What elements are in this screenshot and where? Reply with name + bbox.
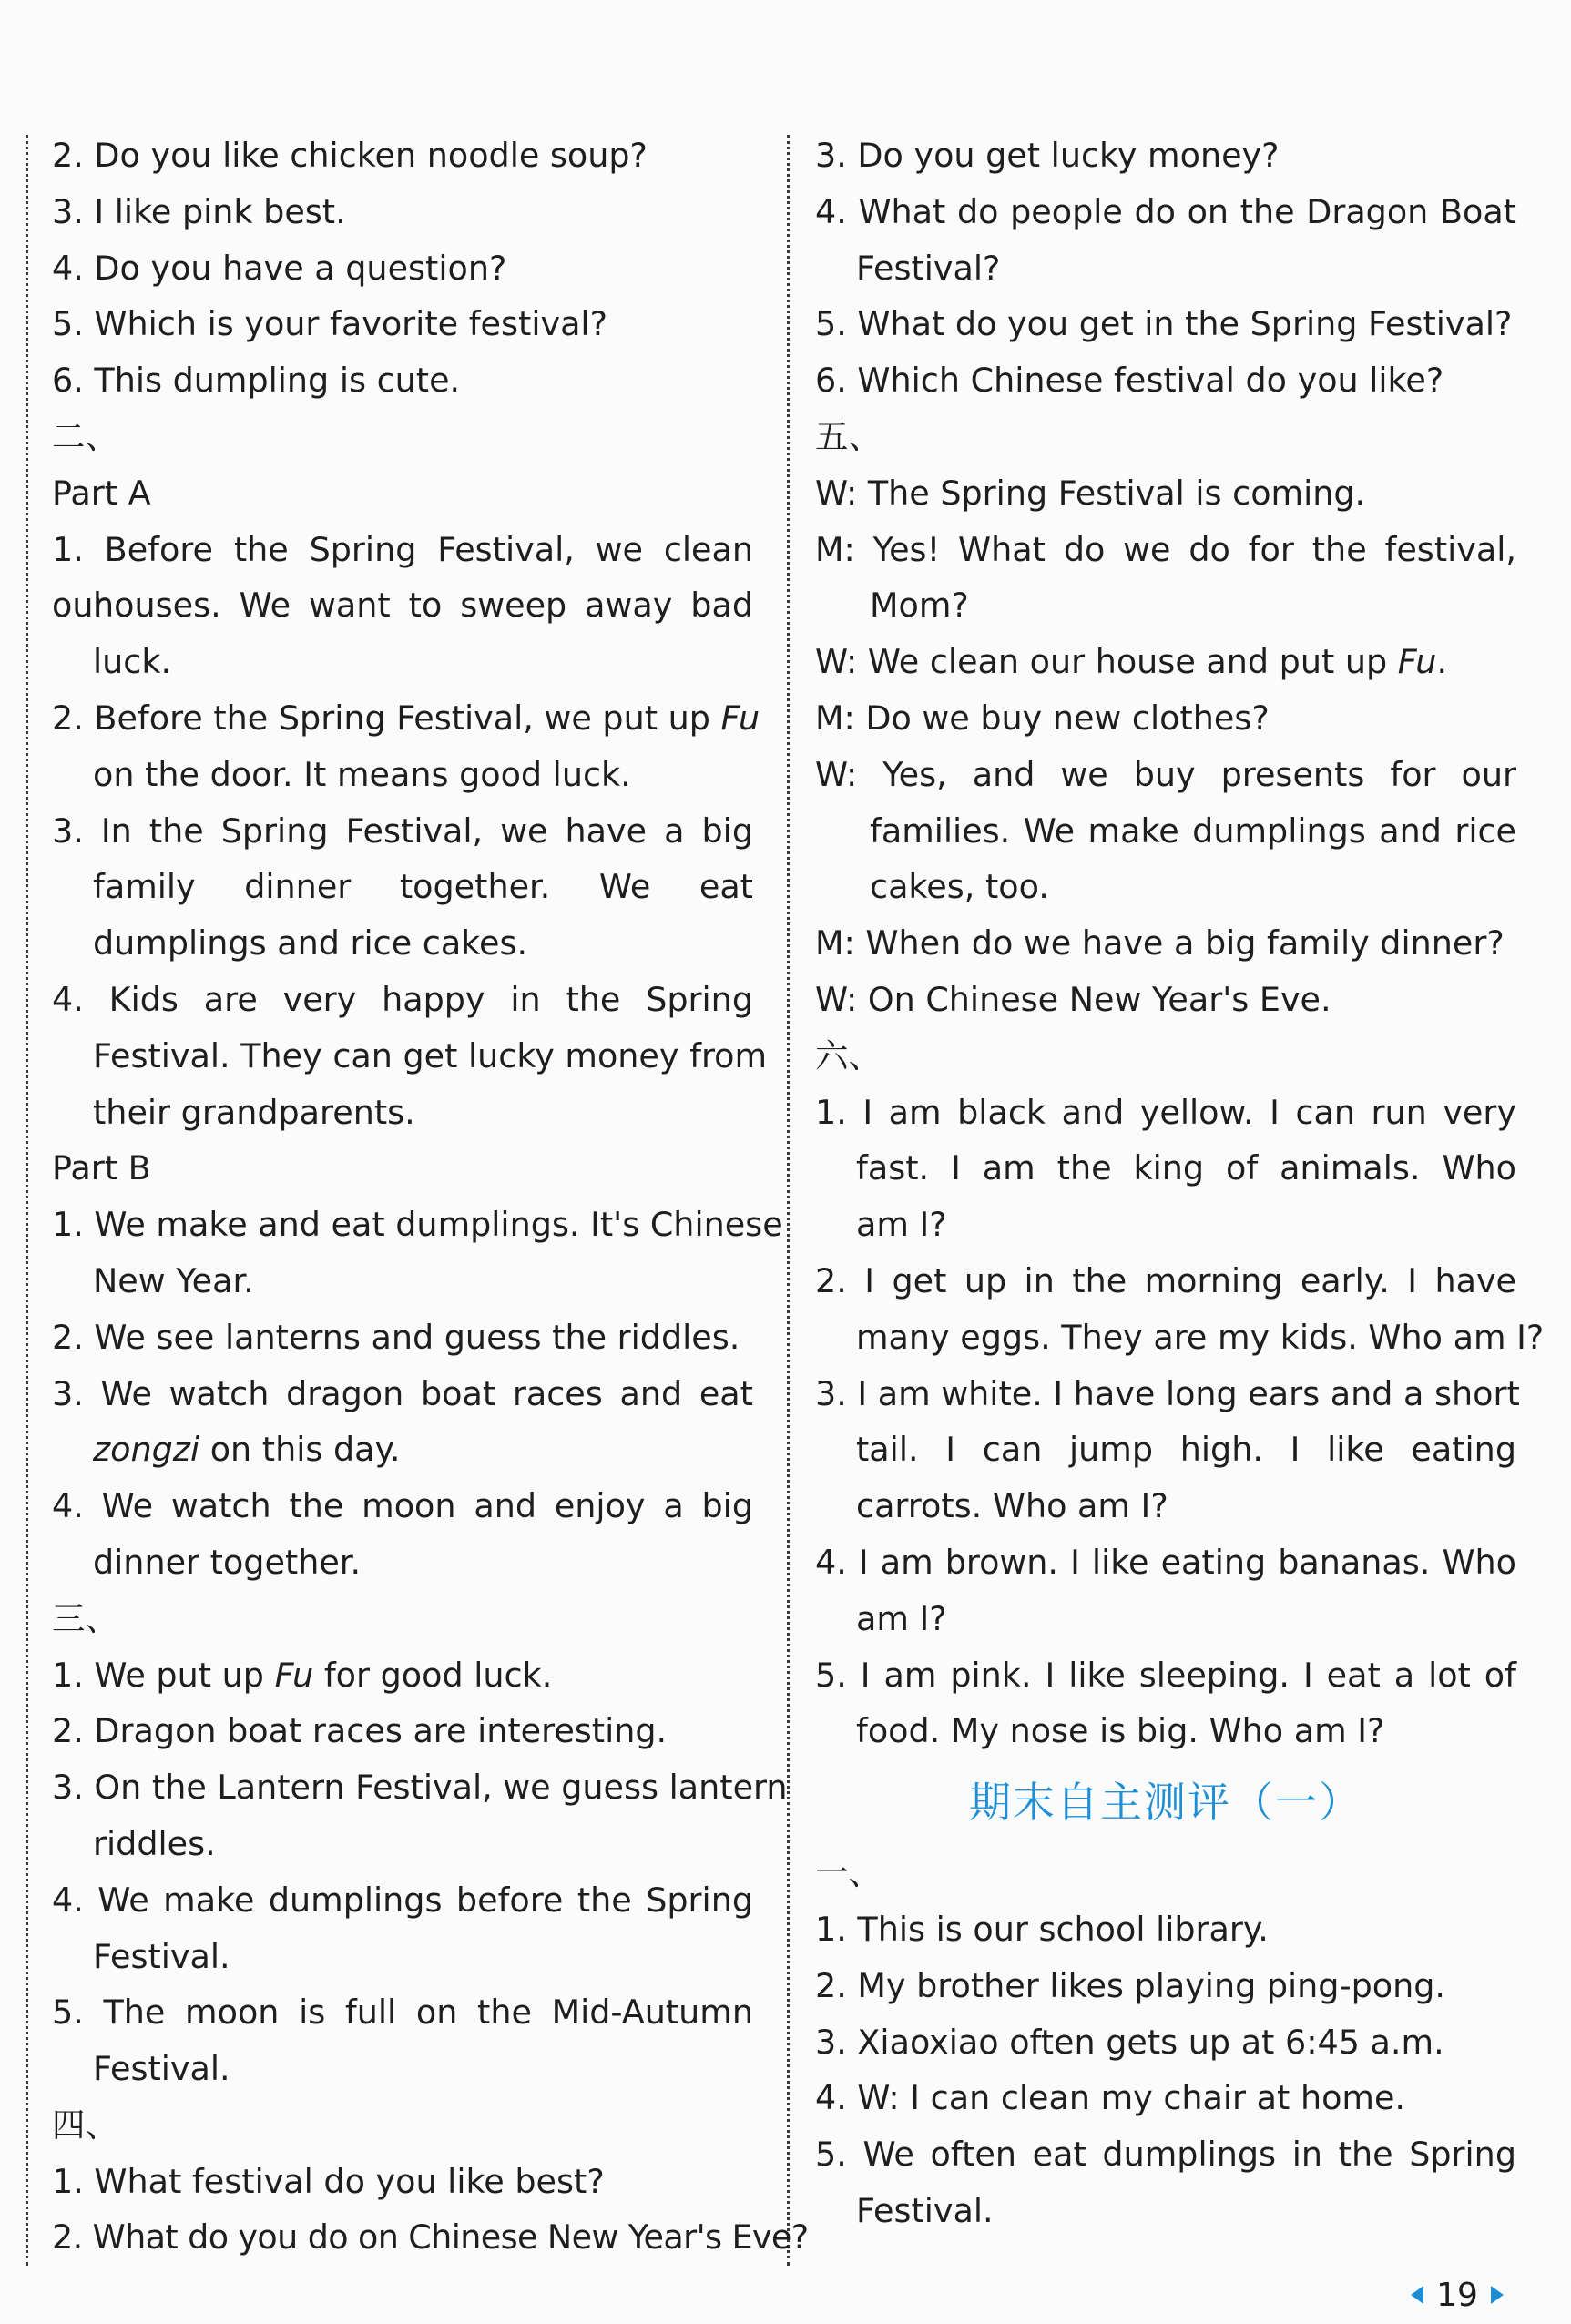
answer-line: 2. We see lanterns and guess the riddles. [52,1317,740,1357]
answer-line: 5. The moon is full on the Mid-Autumn [52,1993,753,2033]
part-label: Part B [52,1148,151,1188]
answer-line-cont: on the door. It means good luck. [93,754,631,794]
answer-line-cont: fast. I am the king of animals. Who [856,1148,1516,1188]
part-label: Part A [52,473,151,513]
answer-line: 4. We watch the moon and enjoy a big [52,1486,753,1526]
page-number-area [1398,2272,1516,2318]
answer-line: 1. This is our school library. [815,1909,1269,1949]
answer-line: 2. Before the Spring Festival, we put up Fu [52,698,760,738]
section-label: 二、 [52,416,118,456]
answer-line-cont: many eggs. They are my kids. Who am I? [856,1317,1545,1357]
dialogue-line-cont: Mom? [870,586,969,626]
answer-line-cont: family dinner together. We eat [93,867,753,907]
answer-line: 2. I get up in the morning early. I have [815,1260,1516,1300]
answer-line-cont: Festival. [93,2049,230,2089]
answer-line-cont: riddles. [93,1823,216,1863]
left-column [52,127,809,2266]
answer-line-cont: Festival? [856,248,1001,288]
answer-line-cont: Festival. [856,2190,994,2230]
answer-line: 1. We make and eat dumplings. It's Chinese [52,1205,783,1245]
answer-line: 1. Before the Spring Festival, we clean our [52,529,753,626]
answer-line: 3. Xiaoxiao often gets up at 6:45 a.m. [815,2022,1444,2062]
answer-line: 3. We watch dragon boat races and eat [52,1373,753,1413]
answer-line-cont: Festival. [93,1936,230,1976]
answer-line: 5. I am pink. I like sleeping. I eat a lot of [815,1655,1516,1695]
dialogue-line: W: On Chinese New Year's Eve. [815,979,1331,1019]
answer-line: 4. W: I can clean my chair at home. [815,2078,1406,2118]
answer-line: 1. We put up Fu for good luck. [52,1655,553,1695]
answer-line: 1. I am black and yellow. I can run very [815,1092,1516,1132]
answer-line: 2. Do you like chicken noodle soup? [52,136,648,175]
section-label: 五、 [815,416,882,456]
answer-line-cont: am I? [856,1598,947,1638]
section-label: 四、 [52,2105,118,2145]
answer-line-cont: tail. I can jump high. I like eating [856,1430,1516,1470]
answer-line: 5. What do you get in the Spring Festival? [815,304,1513,344]
answer-line-cont: food. My nose is big. Who am I? [856,1711,1385,1751]
answer-line-cont: carrots. Who am I? [856,1486,1168,1526]
section-label: 一、 [815,1853,882,1893]
dialogue-line: W: We clean our house and put up Fu. [815,642,1448,682]
dialogue-line: W: The Spring Festival is coming. [815,473,1366,513]
answer-line: 4. Do you have a question? [52,248,507,288]
column-divider-dotted-line [787,135,790,2266]
right-column [815,127,1545,2239]
answer-line: 3. I like pink best. [52,191,346,231]
section-label: 六、 [815,1035,882,1075]
answer-line: 2. What do you do on Chinese New Year's Eve? [52,2217,809,2258]
answer-line: 4. We make dumplings before the Spring [52,1880,753,1920]
answer-line: 3. Do you get lucky money? [815,136,1280,175]
answer-line: 6. Which Chinese festival do you like? [815,361,1444,401]
answer-line-cont: zongzi on this day. [93,1430,401,1470]
dialogue-line: M: Yes! What do we do for the festival, [815,529,1516,569]
answer-line: 4. Kids are very happy in the Spring [52,979,753,1019]
answer-line-cont: dinner together. [93,1542,362,1582]
dialogue-line: W: Yes, and we buy presents for our [815,754,1516,794]
answer-line: 4. What do people do on the Dragon Boat [815,191,1516,231]
answer-line-cont: Festival. They can get lucky money from [93,1035,768,1075]
answer-line: 1. What festival do you like best? [52,2161,605,2201]
answer-line-cont: dumplings and rice cakes. [93,923,528,963]
dialogue-line-cont: cakes, too. [870,867,1049,907]
answer-line: 2. Dragon boat races are interesting. [52,1711,668,1751]
answer-line: 3. In the Spring Festival, we have a big [52,810,753,851]
answer-line-cont: houses. We want to sweep away bad [93,586,753,626]
section-label: 三、 [52,1598,118,1638]
answer-line-cont: their grandparents. [93,1092,415,1132]
answer-line: 2. My brother likes playing ping-pong. [815,1965,1446,2005]
answer-line: 3. On the Lantern Festival, we guess lantern [52,1768,788,1808]
answer-line: 6. This dumpling is cute. [52,361,461,401]
left-margin-dotted-line [26,135,28,2266]
test-section-title: 期末自主测评（一） [969,1778,1362,1828]
answer-line: 5. We often eat dumplings in the Spring [815,2135,1516,2175]
dialogue-line-cont: families. We make dumplings and rice [870,810,1516,851]
answer-line: 4. I am brown. I like eating bananas. Who [815,1542,1516,1582]
next-page-triangle-icon [1491,2286,1504,2304]
dialogue-line: M: Do we buy new clothes? [815,698,1270,738]
answer-line-cont: New Year. [93,1260,254,1300]
prev-page-triangle-icon [1411,2286,1423,2304]
answer-line: 3. I am white. I have long ears and a short [815,1373,1520,1413]
answer-line-cont: luck. [93,642,172,682]
answer-line-cont: am I? [856,1205,947,1245]
answer-line: 5. Which is your favorite festival? [52,304,607,344]
dialogue-line: M: When do we have a big family dinner? [815,923,1505,963]
page-number: 19 [1436,2276,1478,2314]
